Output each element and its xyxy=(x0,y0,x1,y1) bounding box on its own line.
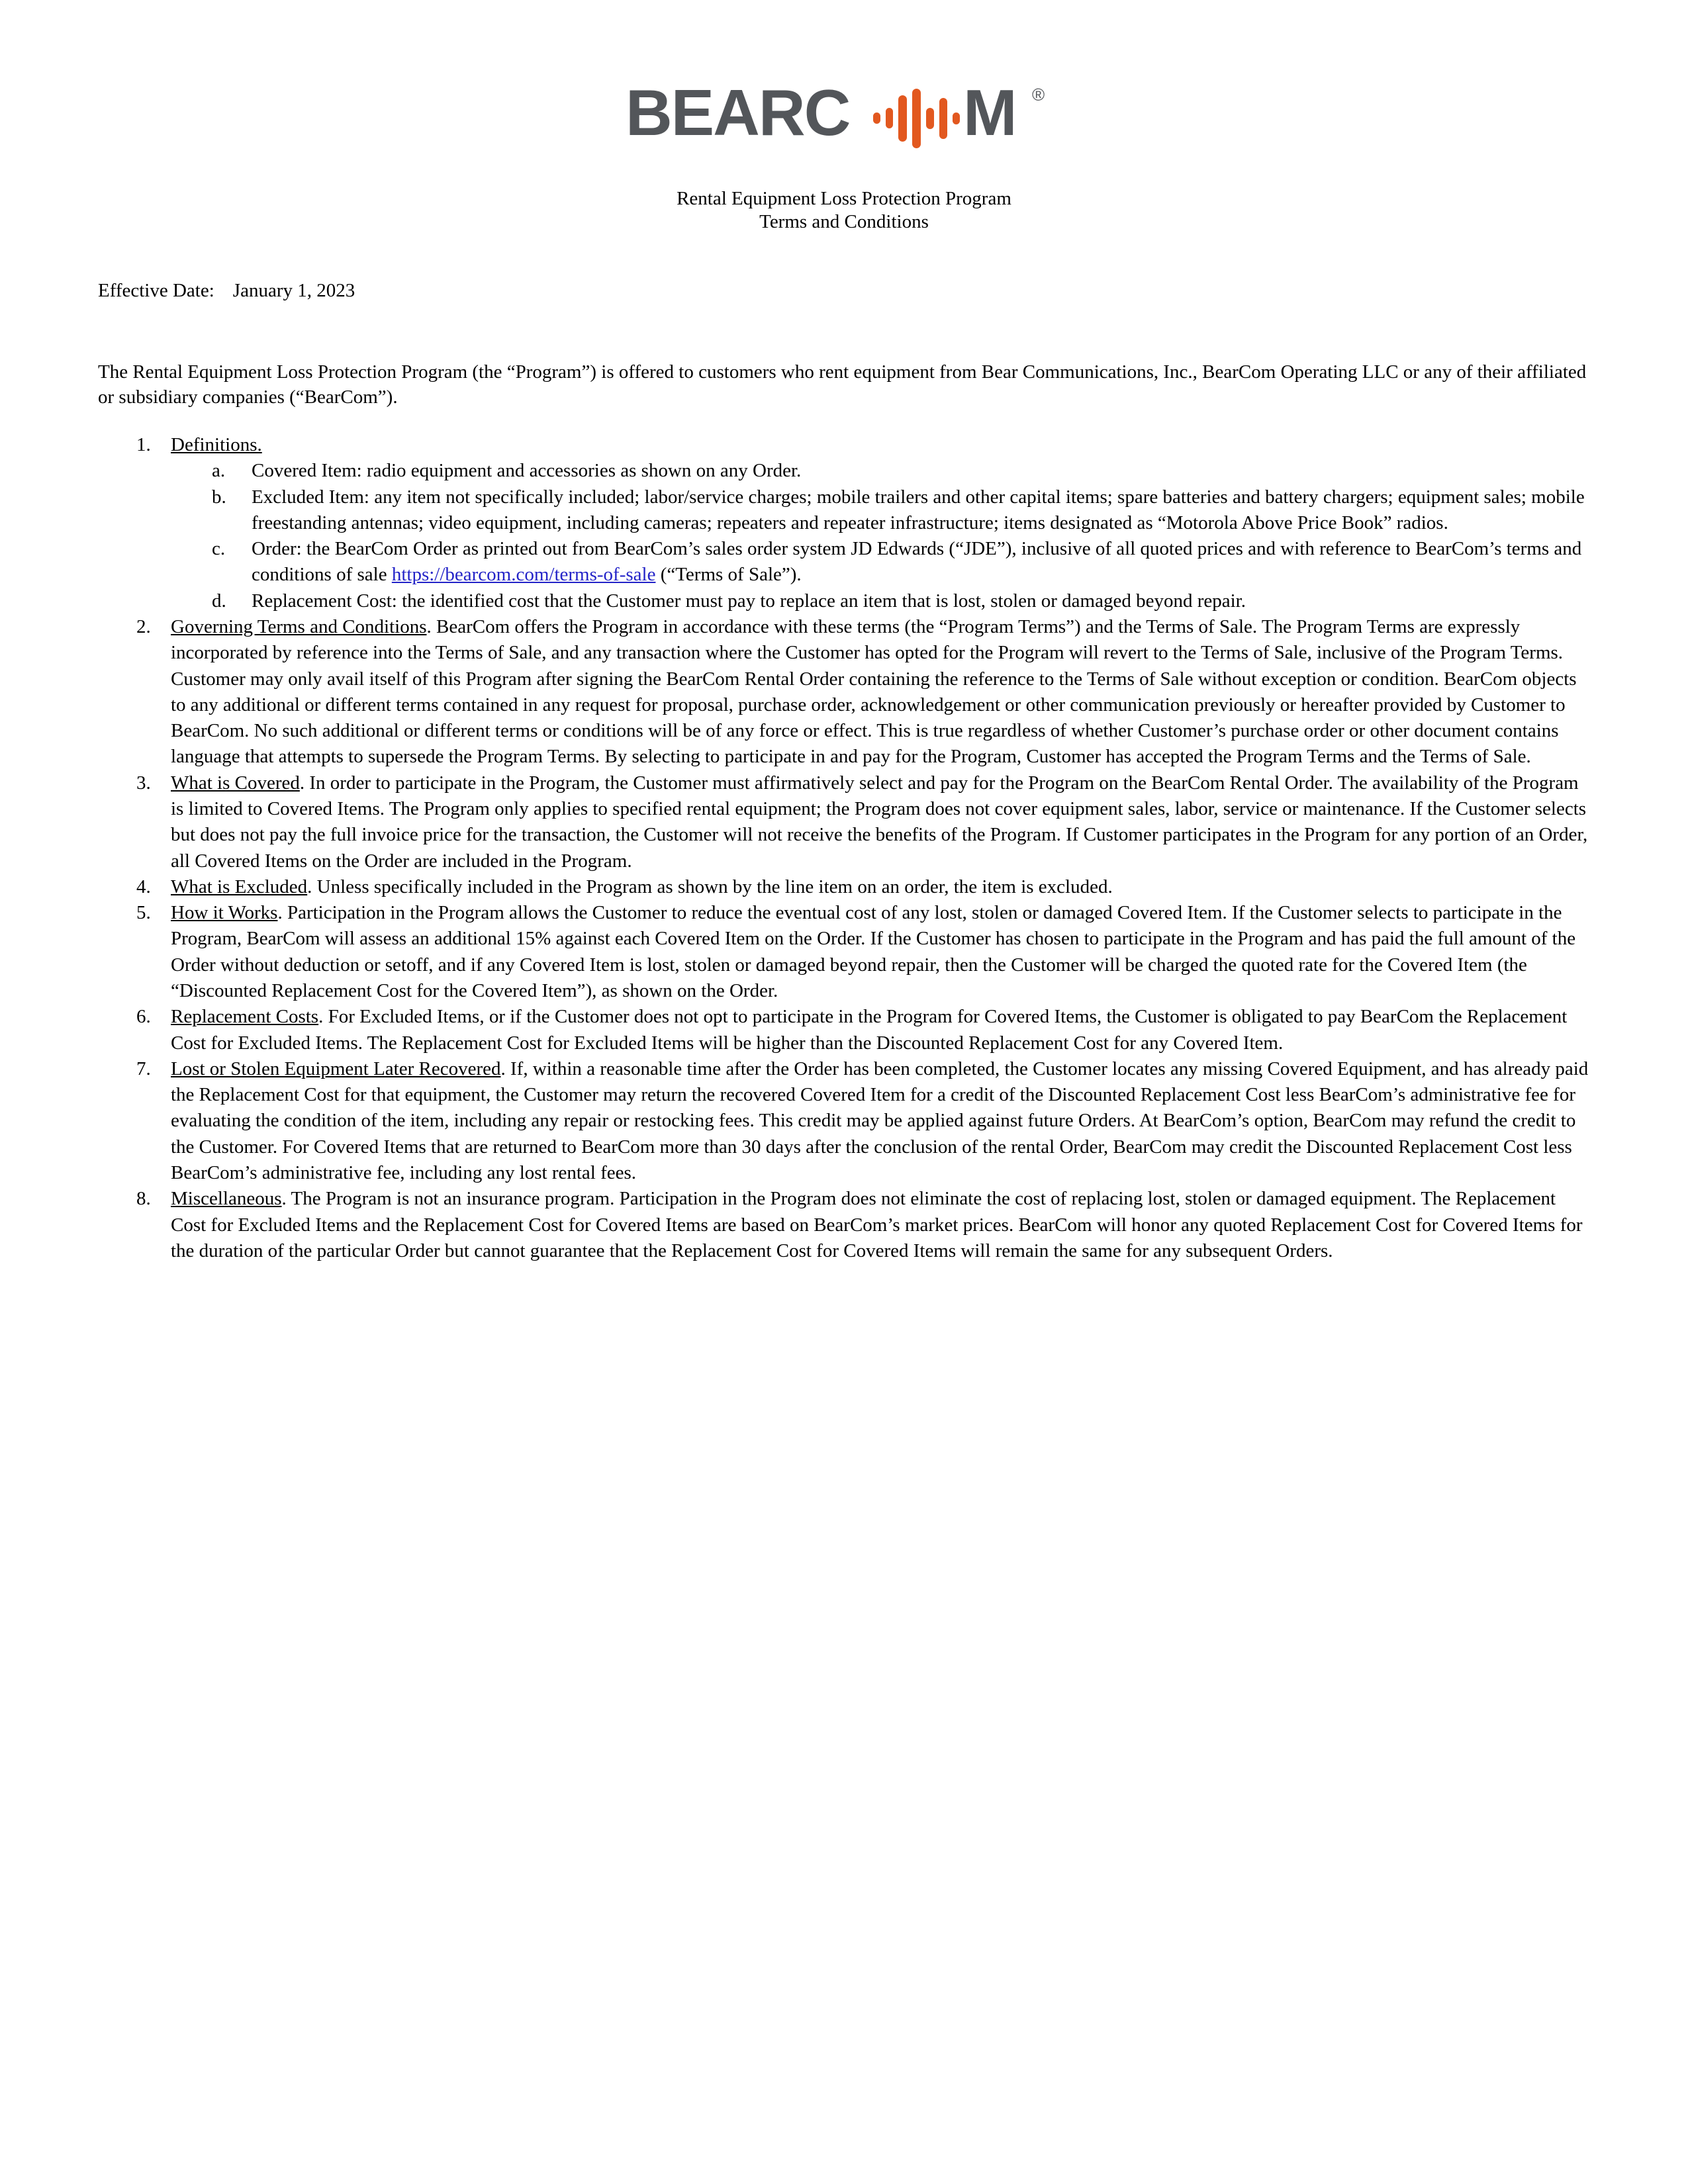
definition-number-a: a. xyxy=(212,460,226,482)
term-heading-2: Governing Terms and Conditions xyxy=(171,616,427,638)
definitions-sublist xyxy=(171,458,1590,614)
term-heading-4: What is Excluded xyxy=(171,876,308,897)
document-title xyxy=(98,187,1590,234)
term-number-1: 1. xyxy=(136,434,151,456)
term-item-2 xyxy=(98,614,1590,770)
brand-logo-block xyxy=(98,0,1590,156)
term-number-5: 5. xyxy=(136,902,151,924)
term-item-8 xyxy=(98,1186,1590,1264)
definition-text-d: Replacement Cost: the identified cost that the Customer must pay to replace an item that is lost, stolen or damaged beyond repair. xyxy=(252,590,1246,612)
effective-date-value: January 1, 2023 xyxy=(232,279,355,301)
terms-list xyxy=(98,432,1590,1264)
term-item-7 xyxy=(98,1056,1590,1186)
document-title-line-2: Terms and Conditions xyxy=(759,211,929,233)
definition-text-a: Covered Item: radio equipment and accessories as shown on any Order. xyxy=(252,460,802,482)
term-number-4: 4. xyxy=(136,876,151,897)
term-heading-8: Miscellaneous xyxy=(171,1188,282,1210)
term-item-6 xyxy=(98,1004,1590,1056)
terms-of-sale-link[interactable]: https://bearcom.com/terms-of-sale xyxy=(391,564,656,586)
term-number-7: 7. xyxy=(136,1058,151,1079)
definition-number-d: d. xyxy=(212,590,226,612)
definition-number-b: b. xyxy=(212,486,226,508)
term-item-3 xyxy=(98,770,1590,874)
effective-date xyxy=(98,279,1590,302)
term-item-1 xyxy=(98,432,1590,614)
term-number-3: 3. xyxy=(136,772,151,794)
term-number-2: 2. xyxy=(136,616,151,638)
definition-text-c-before-link: Order: the BearCom Order as printed out from BearCom’s sales order system JD Edwards (“JDE”), inclusive of all quoted prices and with reference to BearCom’s terms and conditions of sale xyxy=(252,538,1582,586)
bearcom-logo xyxy=(626,78,1062,152)
term-text-7: . If, within a reasonable time after the Order has been completed, the Customer locates any missing Covered Equipment, and has already paid the Replacement Cost for that equipment, the Customer may return the recovered Covered Item for a credit of the Discounted Replacement Cost less BearCom’s administrative fee for evaluating the condition of the item, including any repair or restocking fees. This credit may be applied against future Orders. At BearCom’s option, BearCom may refund the credit to the Customer. For Covered Items that are returned to BearCom more than 30 days after the conclusion of the rental Order, BearCom may credit the Discounted Replacement Cost less BearCom’s administrative fee, including any lost rental fees. xyxy=(171,1058,1589,1183)
definition-number-c: c. xyxy=(212,538,226,560)
term-text-3: . In order to participate in the Program, the Customer must affirmatively select and pay for the Program on the BearCom Rental Order. The availability of the Program is limited to Covered Items. The Program only applies to specified rental equipment; the Program does not cover equipment sales, labor, service or maintenance. If the Customer selects but does not pay the full invoice price for the transaction, the Customer will not receive the benefits of the Program. If Customer participates in the Program for any portion of an Order, all Covered Items on the Order are included in the Program. xyxy=(171,772,1588,872)
term-text-8: . The Program is not an insurance program. Participation in the Program does not eliminate the cost of replacing lost, stolen or damaged equipment. The Replacement Cost for Excluded Items and the Replacement Cost for Covered Items are based on BearCom’s market prices. BearCom will honor any quoted Replacement Cost for Covered Items for the duration of the particular Order but cannot guarantee that the Replacement Cost for Covered Items will remain the same for any subsequent Orders. xyxy=(171,1188,1583,1261)
term-item-5 xyxy=(98,900,1590,1004)
definition-item-c xyxy=(171,536,1590,588)
logo-wordmark-right: M xyxy=(963,78,1016,149)
definition-item-a xyxy=(171,458,1590,484)
term-item-4 xyxy=(98,874,1590,900)
term-heading-7: Lost or Stolen Equipment Later Recovered xyxy=(171,1058,501,1079)
term-heading-6: Replacement Costs xyxy=(171,1006,319,1028)
term-body-1 xyxy=(171,432,1590,458)
sound-wave-icon xyxy=(873,89,960,148)
term-text-6: . For Excluded Items, or if the Customer does not opt to participate in the Program for Covered Items, the Customer is obligated to pay BearCom the Replacement Cost for Excluded Items. The Replacement Cost for Excluded Items will be higher than the Discounted Replacement Cost for any Covered Item. xyxy=(171,1006,1568,1054)
term-text-5: . Participation in the Program allows the Customer to reduce the eventual cost of any lost, stolen or damaged Covered Item. If the Customer selects to participate in the Program, BearCom will assess an additional 15% against each Covered Item on the Order. If the Customer has chosen to participate in the Program and has paid the full amount of the Order without deduction or setoff, and if any Covered Item is lost, stolen or damaged beyond repair, then the Customer will be charged the quoted rate for the Covered Item (the “Discounted Replacement Cost for the Covered Item”), as shown on the Order. xyxy=(171,902,1576,1001)
registered-trademark-icon: ® xyxy=(1032,85,1045,105)
definition-item-b xyxy=(171,484,1590,537)
effective-date-label: Effective Date: xyxy=(98,279,214,301)
bearcom-logo-svg xyxy=(626,78,1062,152)
term-text-4: . Unless specifically included in the Program as shown by the line item on an order, the item is excluded. xyxy=(307,876,1113,897)
term-heading-1: Definitions. xyxy=(171,434,262,456)
logo-wordmark-left: BEARC xyxy=(626,78,850,149)
definition-item-d xyxy=(171,588,1590,614)
definition-text-c-after-link: (“Terms of Sale”). xyxy=(655,564,802,586)
definition-text-b: Excluded Item: any item not specifically included; labor/service charges; mobile trailers and other capital items; spare batteries and battery chargers; equipment sales; mobile freestanding antennas; video equipment, including cameras; repeaters and repeater infrastructure; items designated as “Motorola Above Price Book” radios. xyxy=(252,486,1585,533)
term-heading-5: How it Works xyxy=(171,902,278,924)
term-text-2: . BearCom offers the Program in accordance with these terms (the “Program Terms”) and the Terms of Sale. The Program Terms are expressly incorporated by reference into the Terms of Sale, and any transaction where the Customer has opted for the Program will revert to the Terms of Sale, inclusive of the Program Terms. Customer may only avail itself of this Program after signing the BearCom Rental Order containing the reference to the Terms of Sale without exception or condition. BearCom objects to any additional or different terms contained in any request for proposal, purchase order, acknowledgement or other communication previously or hereafter provided by Customer to BearCom. No such additional or different terms or conditions will be of any force or effect. This is true regardless of whether Customer’s purchase order or other document contains language that attempts to supersede the Program Terms. By selecting to participate in and pay for the Program, Customer has accepted the Program Terms and the Terms of Sale. xyxy=(171,616,1577,768)
intro-paragraph: The Rental Equipment Loss Protection Program (the “Program”) is offered to customers who rent equipment from Bear Communications, Inc., BearCom Operating LLC or any of their affiliated or subsidiary companies (“BearCom”). xyxy=(98,361,1587,408)
term-number-8: 8. xyxy=(136,1188,151,1210)
term-number-6: 6. xyxy=(136,1006,151,1028)
document-title-line-1: Rental Equipment Loss Protection Program xyxy=(677,188,1011,209)
term-heading-3: What is Covered xyxy=(171,772,300,794)
